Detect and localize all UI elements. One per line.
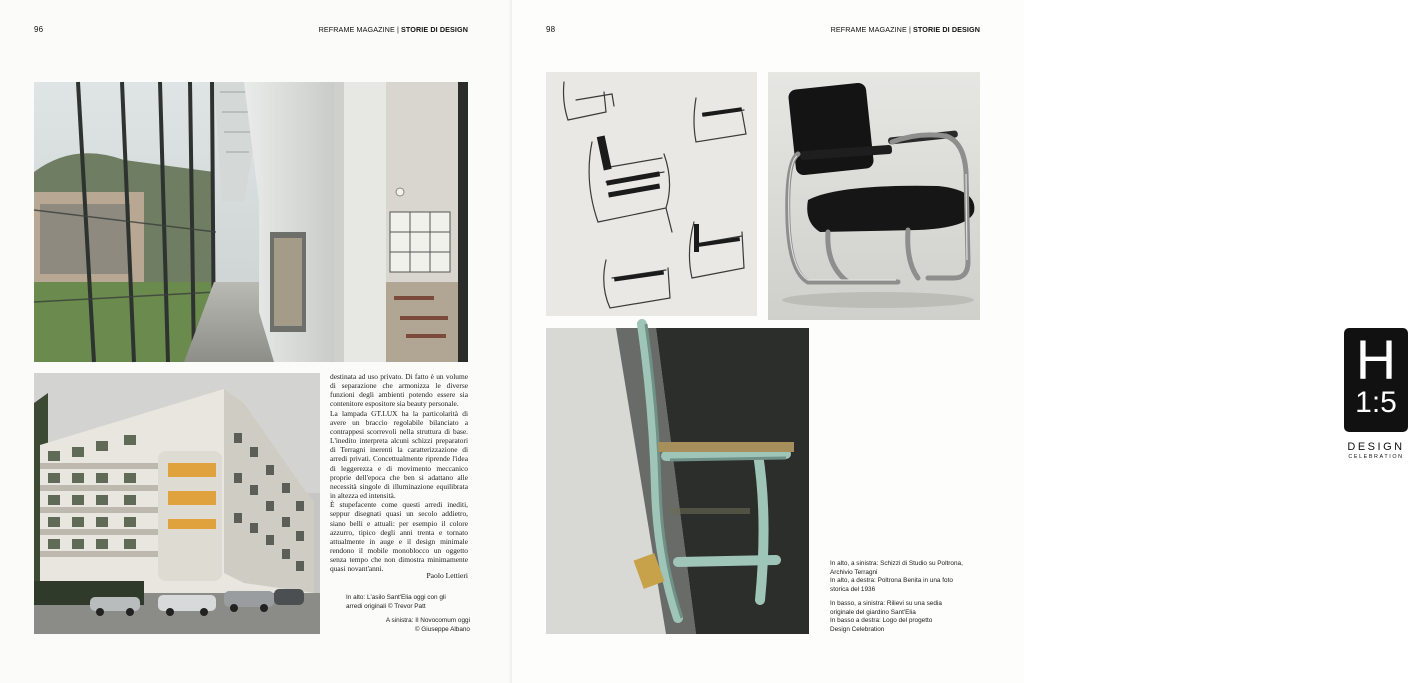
- h15-logo: [1344, 328, 1408, 432]
- novocomum-illustration: [34, 373, 320, 634]
- caption-line: arredi originali © Trevor Patt: [346, 602, 426, 610]
- benita-chair-photo: [768, 72, 980, 320]
- header-brand: REFRAME MAGAZINE: [830, 25, 907, 34]
- header-section: STORIE DI DESIGN: [913, 25, 980, 34]
- right-page: [512, 0, 1405, 683]
- caption-line: In alto, a destra: Poltrona Benita in una foto: [830, 577, 953, 585]
- logo-letter-h: H: [1355, 328, 1397, 391]
- novocomum-photo: [34, 373, 320, 634]
- article-paragraph-2: La lampada GT.LUX ha la particolarità di avere un braccio regolabile bilanciato a contrappesi scorrevoli nella struttura di base. L'inedito interpreta alcuni schizzi preparatori di Terragni inerenti la caratterizzazione di arredi privati. Concettualmente riprende l'idea di leggerezza e di movimento meccanico proprie dell'epoca che ben si adattano alle necessità singole di illuminazione equilibrata in altezza ed intensità.: [330, 408, 468, 501]
- captions-bottom-photos: [830, 600, 980, 634]
- chair-sketches-illustration: [546, 72, 757, 316]
- chair-detail-photo: [546, 328, 809, 634]
- header-separator: |: [906, 25, 914, 34]
- caption-line: In alto, a sinistra: Schizzi di Studio su Poltrona,: [830, 560, 963, 567]
- caption-line: Design Celebration: [830, 625, 885, 633]
- asilo-corridor-photo: [34, 82, 468, 362]
- caption-top-photo: [346, 594, 470, 611]
- caption-line: A sinistra: Il Novocomum oggi: [385, 617, 470, 624]
- logo-ratio: 1:5: [1355, 386, 1397, 419]
- logo-celebration-word: CELEBRATION: [1348, 454, 1404, 460]
- captions-top-photos: [830, 560, 980, 594]
- article-paragraph-3: È stupefacente come questi arredi inediti, seppur disegnati quasi un secolo addietro, siano belli e attuali: per esempio il colore azzurro, tipico degli anni trenta e tornato attualmente in auge e il design minimale rendono il mobile monoblocco un oggetto senza tempo che non dimostra minimamente quasi novant'anni.: [330, 500, 468, 574]
- asilo-corridor-illustration: [34, 82, 468, 362]
- chair-detail-illustration: [546, 328, 809, 634]
- right-page-number: 98: [546, 25, 556, 34]
- article-body: [330, 372, 468, 573]
- benita-chair-illustration: [768, 72, 980, 320]
- logo-design-word: DESIGN: [1347, 441, 1405, 453]
- left-page-header: [319, 25, 468, 34]
- header-brand: REFRAME MAGAZINE: [318, 25, 395, 34]
- sketches-photo: [546, 72, 757, 316]
- caption-line: In basso, a sinistra: Rilievi su una sedia: [830, 600, 942, 607]
- left-page-number: 96: [34, 25, 44, 34]
- caption-line: originale del giardino Sant'Elia: [830, 608, 916, 616]
- author-signature: Paolo Lettieri: [426, 571, 468, 580]
- caption-left-photo: [346, 617, 470, 634]
- caption-line: storica del 1936: [830, 585, 876, 593]
- caption-line: In basso a destra: Logo del progetto: [830, 617, 933, 625]
- header-separator: |: [394, 25, 402, 34]
- header-section: STORIE DI DESIGN: [401, 25, 468, 34]
- caption-line: In alto: L'asilo Sant'Elia oggi con gli: [346, 594, 446, 601]
- caption-line: © Giuseppe Albano: [414, 625, 470, 633]
- caption-line: Archivio Terragni: [830, 568, 878, 576]
- left-page: [0, 0, 512, 683]
- article-paragraph-1: destinata ad uso privato. Di fatto è un volume di separazione che armonizza le diverse funzioni degli ambienti potendo essere sia contenitore espositore sia beauty personale.: [330, 372, 468, 409]
- right-page-header: [831, 25, 980, 34]
